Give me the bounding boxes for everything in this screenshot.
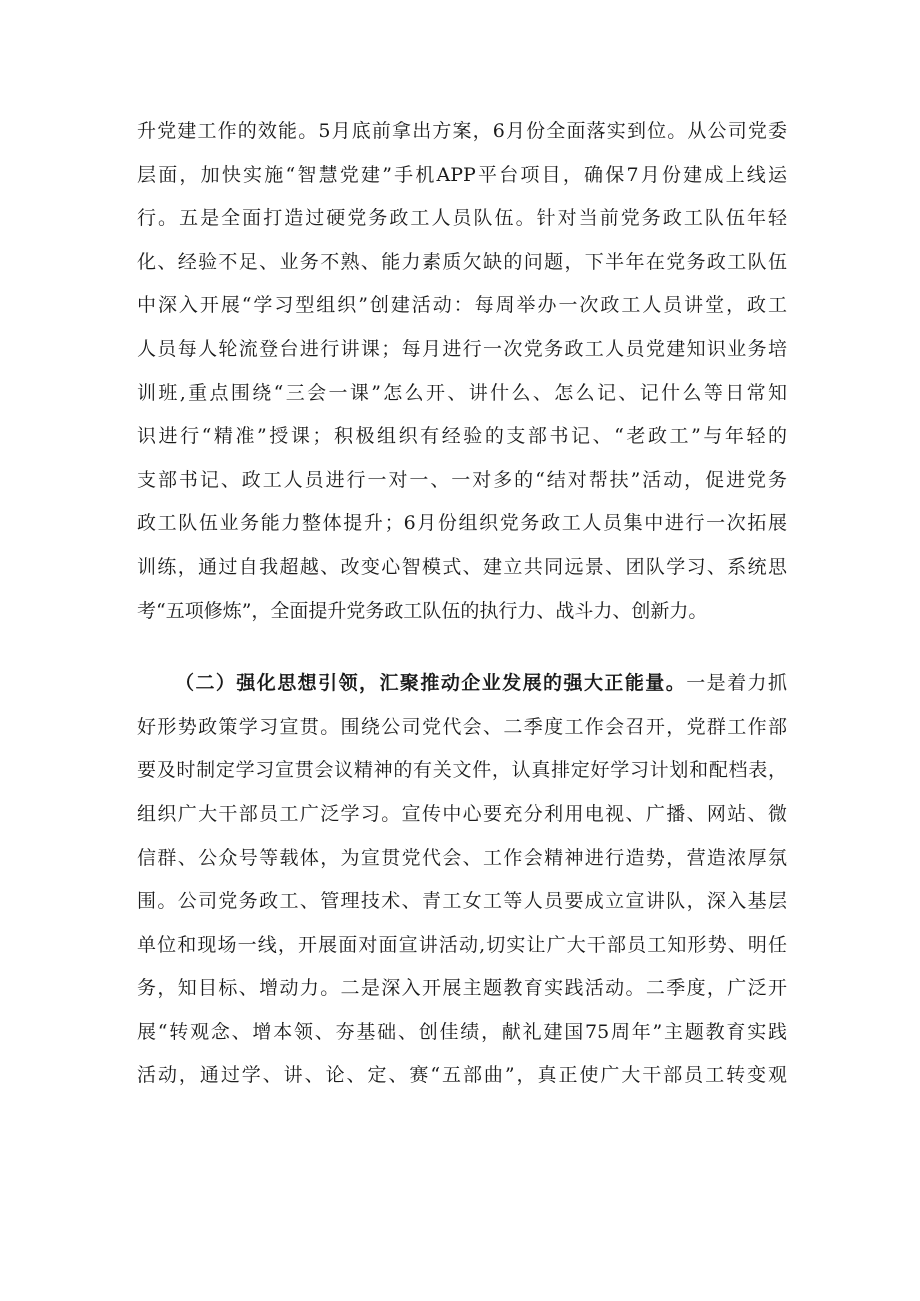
text-line: 好形势政策学习宣贯。围绕公司党代会、二季度工作会召开，党群工作部 (137, 715, 787, 738)
text-line: 信群、公众号等载体，为宣贯党代会、工作会精神进行造势，营造浓厚氛 (137, 846, 787, 869)
text-line: 务，知目标、增动力。二是深入开展主题教育实践活动。二季度，广泛开 (137, 977, 787, 1000)
text-line: 考“五项修炼”，全面提升党务政工队伍的执行力、战斗力、创新力。 (137, 599, 708, 622)
text-line: 围。公司党务政工、管理技术、青工女工等人员要成立宣讲队，深入基层 (137, 890, 787, 913)
text-line: 训练，通过自我超越、改变心智模式、建立共同远景、团队学习、系统思 (137, 555, 787, 578)
text-line: 层面，加快实施“智慧党建”手机APP平台项目，确保7月份建成上线运 (137, 163, 787, 186)
section-heading: （二）强化思想引领，汇聚推动企业发展的强大正能量。 (175, 672, 687, 695)
paragraph-spacer (137, 633, 787, 662)
text-line: 组织广大干部员工广泛学习。宣传中心要充分利用电视、广播、网站、微 (137, 802, 787, 825)
paragraph-ideological-guidance (137, 662, 787, 1098)
text-fragment: 一是着力抓 (686, 672, 787, 695)
text-line: 政工队伍业务能力整体提升；6月份组织党务政工人员集中进行一次拓展 (137, 512, 787, 535)
text-line: 人员每人轮流登台进行讲课；每月进行一次党务政工人员党建知识业务培 (137, 337, 787, 360)
text-line: 升党建工作的效能。5月底前拿出方案，6月份全面落实到位。从公司党委 (137, 120, 787, 142)
section-heading-line (137, 662, 787, 706)
text-line: 化、经验不足、业务不熟、能力素质欠缺的问题，下半年在党务政工队伍 (137, 250, 787, 273)
text-line: 要及时制定学习宣贯会议精神的有关文件，认真排定好学习计划和配档表， (137, 759, 787, 782)
text-line: 中深入开展“学习型组织”创建活动：每周举办一次政工人员讲堂，政工 (137, 294, 787, 317)
text-line: 训班,重点围绕“三会一课”怎么开、讲什么、怎么记、记什么等日常知 (137, 381, 787, 404)
text-line: 活动，通过学、讲、论、定、赛“五部曲”，真正使广大干部员工转变观 (137, 1064, 787, 1087)
paragraph-party-building (137, 110, 787, 633)
text-line: 识进行“精准”授课；积极组织有经验的支部书记、“老政工”与年轻的 (137, 425, 787, 448)
text-line: 支部书记、政工人员进行一对一、一对多的“结对帮扶”活动，促进党务 (137, 468, 787, 491)
text-line: 行。五是全面打造过硬党务政工人员队伍。针对当前党务政工队伍年轻 (137, 207, 787, 230)
text-line: 单位和现场一线，开展面对面宣讲活动,切实让广大干部员工知形势、明任 (137, 933, 787, 956)
document-page (137, 110, 787, 1098)
text-line: 展“转观念、增本领、夯基础、创佳绩，献礼建国75周年”主题教育实践 (137, 1020, 787, 1043)
